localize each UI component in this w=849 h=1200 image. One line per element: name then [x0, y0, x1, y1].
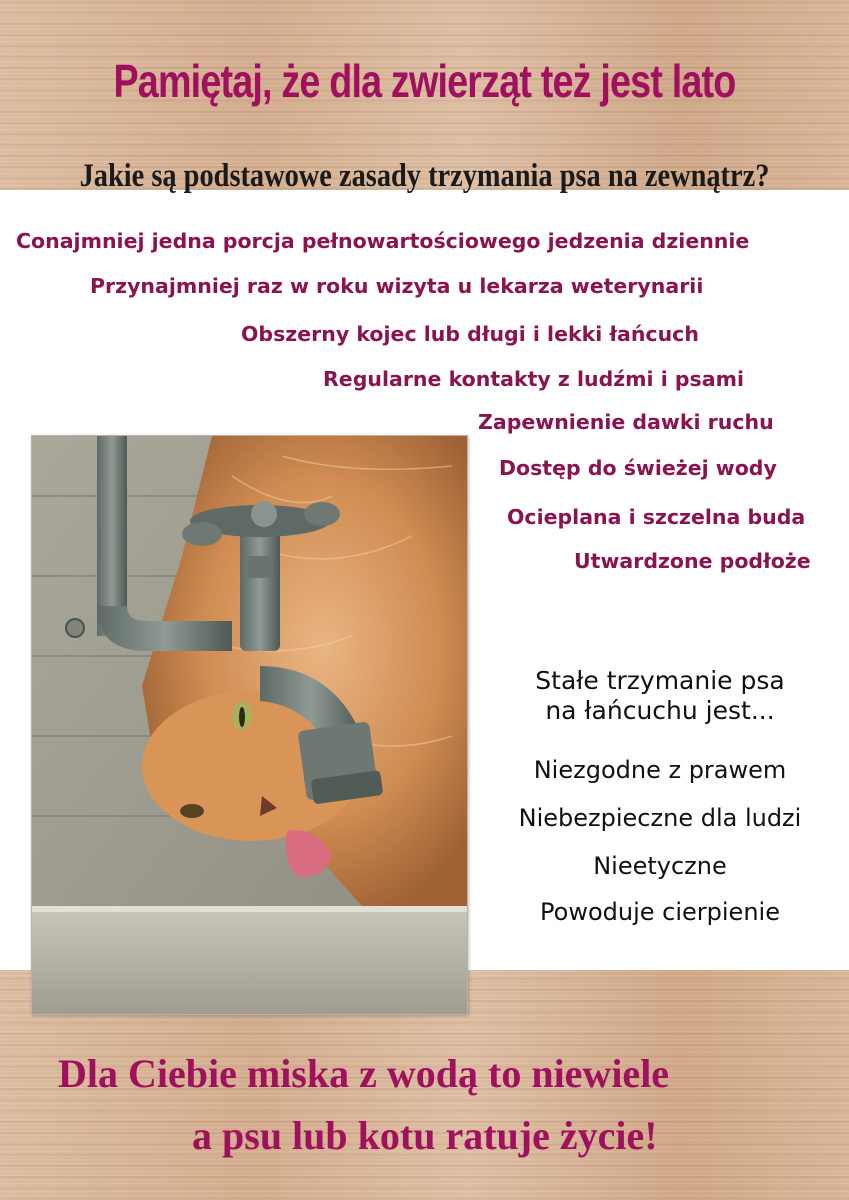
poster-subtitle: Jakie są podstawowe zasady trzymania psa na zewnątrz?: [79, 158, 770, 194]
rule-item-water: Dostęp do świeżej wody: [499, 456, 777, 480]
rule-item-kennel: Obszerny kojec lub długi i lekki łańcuch: [241, 322, 699, 346]
chain-item-unethical: Nieetyczne: [593, 852, 727, 880]
chain-item-illegal: Niezgodne z prawem: [533, 756, 787, 784]
rule-item-doghouse: Ocieplana i szczelna buda: [507, 505, 806, 529]
rule-item-ground: Utwardzone podłoże: [574, 549, 811, 573]
footer-line1: Dla Ciebie miska z wodą to niewiele: [58, 1051, 670, 1096]
footer-line2: a psu lub kotu ratuje życie!: [192, 1113, 658, 1158]
chain-heading-line2: na łańcuchu jest...: [545, 696, 775, 725]
chain-item-suffering: Powoduje cierpienie: [540, 898, 780, 926]
rule-item-exercise: Zapewnienie dawki ruchu: [478, 410, 774, 434]
rule-item-contact: Regularne kontakty z ludźmi i psami: [323, 367, 744, 391]
chain-item-dangerous: Niebezpieczne dla ludzi: [518, 804, 802, 832]
cat-drinking-from-tap-photo: [31, 435, 468, 1015]
chain-heading-line1: Stałe trzymanie psa: [535, 666, 785, 695]
rule-item-vet: Przynajmniej raz w roku wizyta u lekarza weterynarii: [90, 274, 704, 298]
rule-item-food: Conajmniej jedna porcja pełnowartościowego jedzenia dziennie: [16, 229, 750, 253]
poster-title: Pamiętaj, że dla zwierząt też jest lato: [113, 55, 736, 107]
